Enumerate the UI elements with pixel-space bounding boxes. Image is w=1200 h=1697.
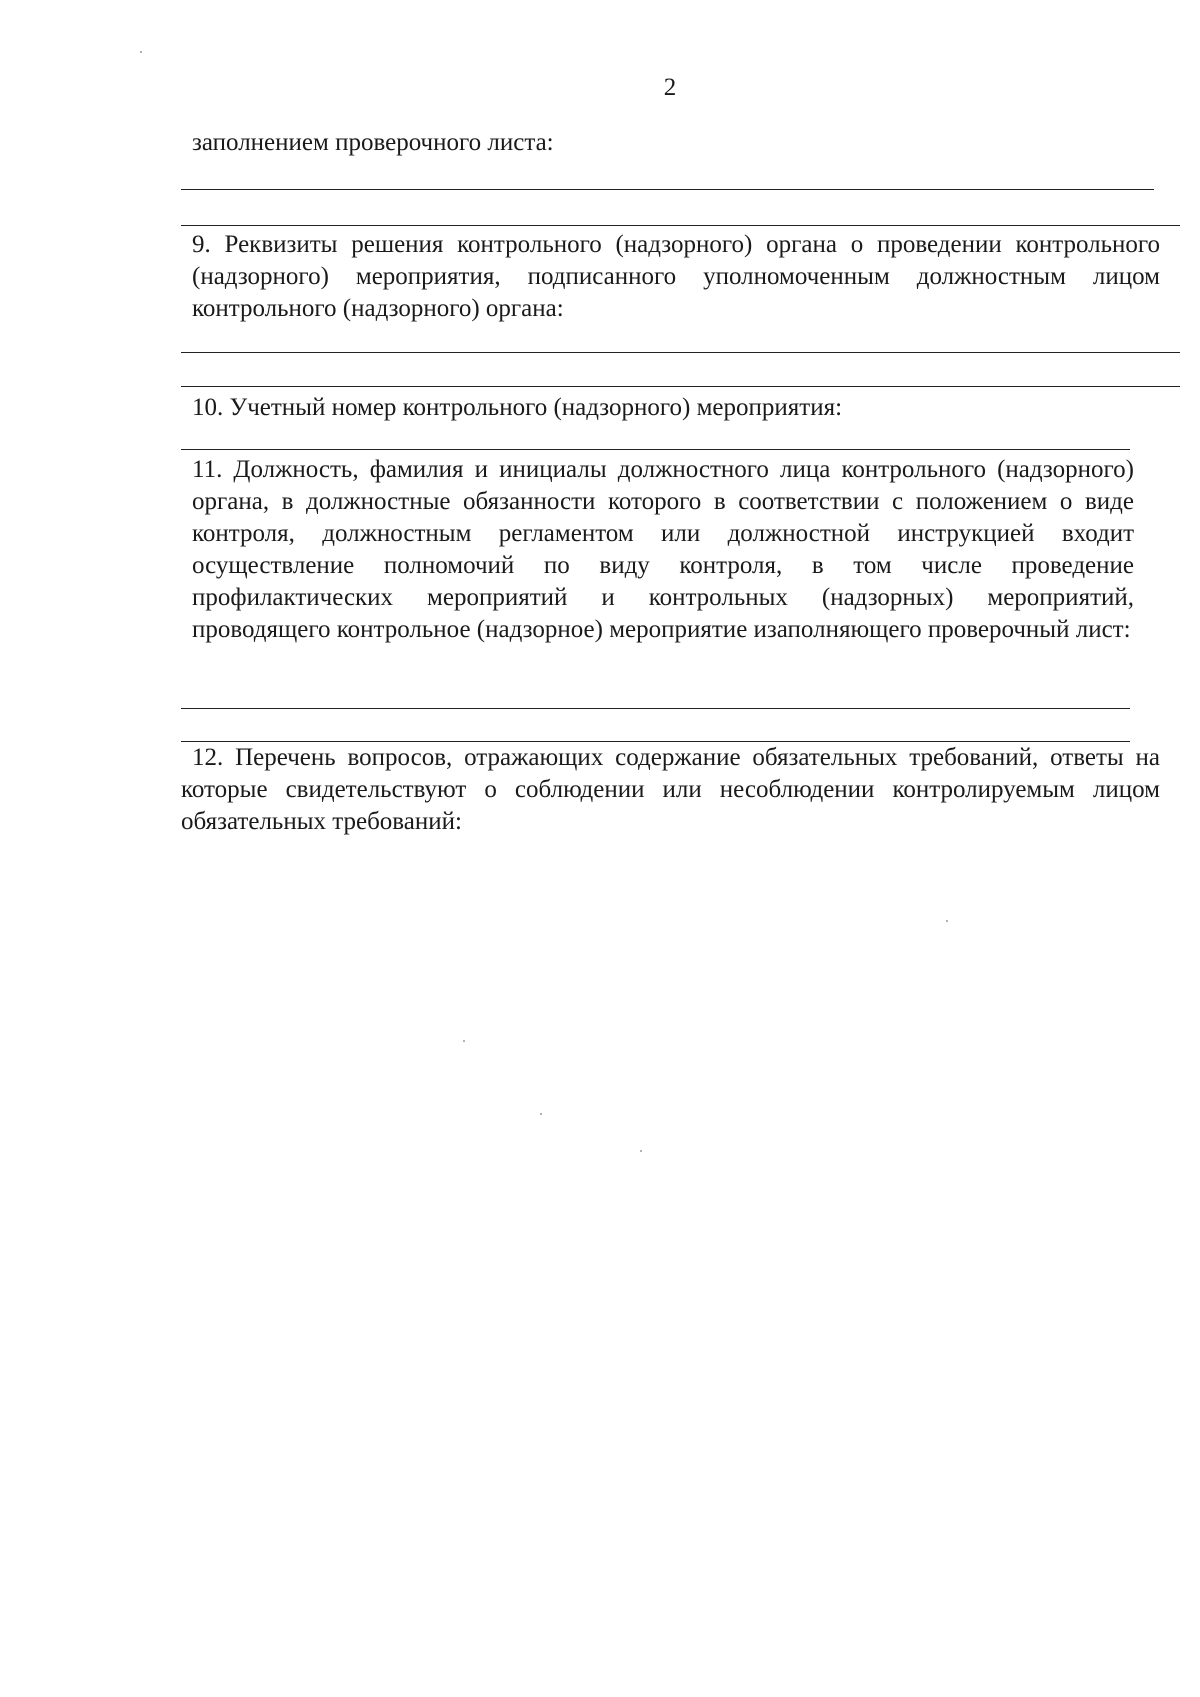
blank-line	[181, 189, 1154, 190]
blank-line	[181, 225, 1180, 226]
page-number: 2	[663, 74, 677, 101]
scan-speck	[640, 1150, 642, 1152]
item-10-text: 10. Учетный номер контрольного (надзорного) мероприятия:	[192, 394, 843, 421]
item-9-text: 9. Реквизиты решения контрольного (надзорного) органа о проведении контрольного (надзорного) мероприятия, подписанного уполномоченным должностным лицом контрольного (надзорного) органа:	[192, 231, 1160, 322]
blank-line	[181, 352, 1180, 353]
item-12-text: 12. Перечень вопросов, отражающих содержание обязательных требований, ответы на которые свидетельствуют о соблюдении или несоблюдении контролируемым лицом обязательных требований:	[181, 744, 1160, 835]
item-8-tail-text: заполнением проверочного листа:	[192, 129, 554, 156]
blank-line	[181, 386, 1180, 387]
scan-speck	[946, 920, 948, 922]
item-11-text: 11. Должность, фамилия и инициалы должностного лица контрольного (надзорного) органа, в должностные обязанности которого в соответствии с положением о виде контроля, должностным регламентом или должностной инструкцией входит осуществление полномочий по виду контроля, в том числе проведение профилактических мероприятий и контрольных (надзорных) мероприятий, проводящего контрольное (надзорное) мероприятие изаполняющего проверочный лист:	[192, 456, 1134, 643]
scan-speck	[140, 51, 142, 53]
blank-line	[181, 708, 1130, 709]
scan-speck	[540, 1113, 542, 1115]
blank-line	[181, 449, 1130, 450]
scan-speck	[463, 1040, 465, 1042]
